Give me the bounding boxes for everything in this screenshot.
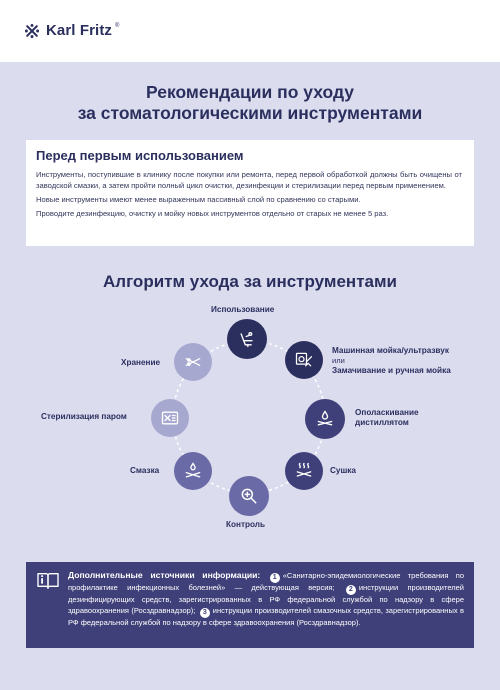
step-sterilization-label: Стерилизация паром [41,412,127,421]
source-item-3: инструкции производителей смазочных средств, зарегистрированных в РФ федеральной службой по надзору в сфере здравоохранения (Росздравнадзор). [68,605,464,628]
sources-text [68,570,464,628]
algorithm-title: Алгоритм ухода за инструментами [103,272,397,291]
step-use-node [227,319,267,359]
before-first-use-paragraph-3: Проводите дезинфекцию, очистку и мойку новых инструментов отдельно от старых не менее 5 раз. [36,209,389,218]
step-storage-node [174,343,212,381]
step-lubrication-node [174,452,212,490]
step-washing-node [285,341,323,379]
step-washing-label-manual: Замачивание и ручная мойка [332,366,451,375]
before-first-use-heading: Перед первым использованием [36,148,244,163]
step-drying-label: Сушка [330,466,356,475]
step-storage-label: Хранение [121,358,161,367]
rinse-icon [315,409,335,429]
source-number-3: 3 [200,608,210,618]
lubrication-icon [183,461,203,481]
step-sterilization-node [151,399,189,437]
source-item-1: «Санитарно-эпидемиологические требования по профилактике инфекционных болезней» — действующая версия; [68,571,464,593]
step-washing-label-machine: Машинная мойка/ультразвук [332,346,449,355]
source-number-2: 2 [346,585,356,595]
page-title [0,82,500,124]
step-control-label: Контроль [226,520,265,529]
sources-heading: Дополнительные источники информации: [68,570,261,580]
before-first-use-paragraph-2: Новые инструменты имеют менее выраженным пассивный слой по сравнению со старыми. [36,195,361,204]
step-control-node [229,476,269,516]
brand-snowflake-icon [24,23,40,39]
storage-icon [183,352,203,372]
brand-registered-mark: ® [115,22,120,29]
page-title-line-2: за стоматологическими инструментами [77,103,423,123]
dental-chair-icon [237,329,257,349]
logo[interactable] [24,22,119,39]
sources-box [26,562,474,648]
step-lubrication-label: Смазка [130,466,160,475]
step-washing-label [332,346,451,376]
source-number-1: 1 [270,573,280,583]
header [0,0,500,62]
step-rinse-label-line-1: Ополаскивание [355,408,419,417]
page-title-line-1: Рекомендации по уходу [145,82,355,102]
sterilizer-icon [160,408,180,428]
drying-icon [294,461,314,481]
step-rinse-label [355,408,419,428]
brand-name: Karl Fritz [46,22,113,39]
before-first-use-paragraph-1: Инструменты, поступившие в клинику после покупки или ремонта, перед первой обработкой должны быть очищены от заводской смазки, а затем пройти полный цикл очистки, дезинфекции и стерилизации перед первым применением. [36,170,462,190]
care-cycle-diagram [0,295,500,535]
step-rinse-node [305,399,345,439]
step-use-label: Использование [211,305,275,314]
step-washing-label-or: или [332,356,345,365]
step-rinse-label-line-2: дистиллятом [355,418,409,427]
magnifier-icon [239,486,259,506]
source-item-2: инструкции производителей дезинфицирующих средств, зарегистрированных в РФ федеральной службой по надзору в сфере здравоохранения (Росздравнадзор); [68,583,464,615]
washing-icon [294,350,314,370]
book-info-icon [36,570,60,590]
before-first-use-card [26,140,474,246]
step-drying-node [285,452,323,490]
